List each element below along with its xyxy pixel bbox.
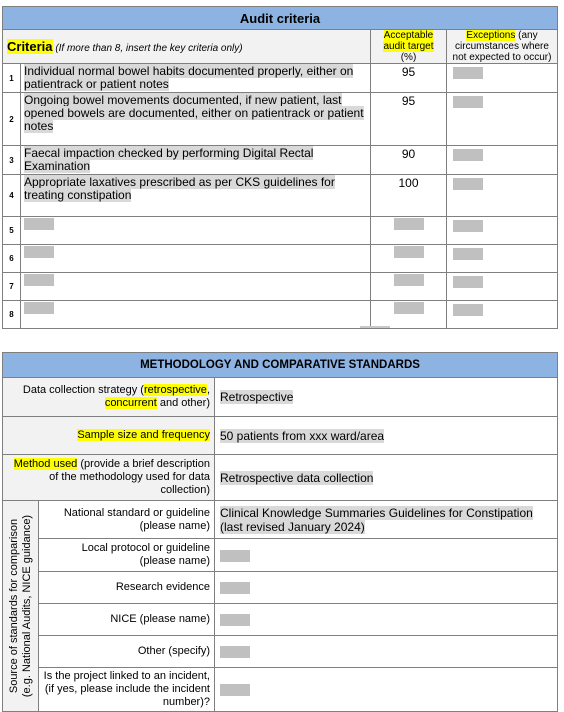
criterion-text[interactable] [21,273,371,301]
table-row: 2 Ongoing bowel movements documented, if new patient, last opened bowels are documented, either on patientrack or patient notes 95 [3,93,558,146]
criterion-target[interactable]: 90 [371,146,447,175]
criteria-heading: Criteria [7,39,53,54]
criterion-exception[interactable] [447,175,558,217]
table-row: 1 Individual normal bowel habits documented properly, either on patientrack or patient notes 95 [3,64,558,93]
criterion-exception[interactable] [447,93,558,146]
data-collection-row [3,378,558,417]
criterion-exception[interactable] [447,301,558,329]
sample-size-value[interactable]: 50 patients from xxx ward/area [215,417,558,455]
table-row: 7 [3,273,558,301]
standard-value[interactable] [215,636,558,668]
standard-value[interactable] [215,572,558,604]
criteria-note: (If more than 8, insert the key criteria only) [55,43,243,54]
standard-row [3,539,558,572]
target-header: Acceptable audit target (%) [371,30,447,64]
criterion-text[interactable] [21,301,371,329]
standard-row [3,668,558,712]
standard-value[interactable] [215,539,558,572]
standard-label: National standard or guideline (please name) [39,501,215,539]
criterion-text[interactable]: Faecal impaction checked by performing Digital Rectal Examination [21,146,371,175]
criterion-exception[interactable] [447,146,558,175]
audit-criteria-table [2,6,558,329]
standard-label: Local protocol or guideline (please name) [39,539,215,572]
method-row [3,455,558,501]
criterion-target[interactable] [371,245,447,273]
criterion-text[interactable]: Appropriate laxatives prescribed as per CKS guidelines for treating constipation [21,175,371,217]
standard-label: Is the project linked to an incident, (if yes, please include the incident number)? [39,668,215,712]
standard-value[interactable] [215,668,558,712]
criterion-text[interactable]: Individual normal bowel habits documented properly, either on patientrack or patient notes [21,64,371,93]
sample-size-row [3,417,558,455]
criterion-target[interactable] [371,273,447,301]
standards-side-label: Source of standards for comparison (e.g. National Audits, NICE guidance) [3,501,39,712]
audit-criteria-title: Audit criteria [3,7,558,30]
methodology-title: METHODOLOGY AND COMPARATIVE STANDARDS [3,353,558,378]
standard-value[interactable]: Clinical Knowledge Summaries Guidelines for Constipation (last revised January 2024) [215,501,558,539]
criterion-text[interactable] [21,245,371,273]
standard-label: Research evidence [39,572,215,604]
sample-size-label: Sample size and frequency [3,417,215,455]
criterion-text[interactable]: Ongoing bowel movements documented, if new patient, last opened bowels are documented, either on patientrack or patient notes [21,93,371,146]
criterion-target[interactable] [371,217,447,245]
method-value[interactable]: Retrospective data collection [215,455,558,501]
table-row: 4 Appropriate laxatives prescribed as per CKS guidelines for treating constipation 100 [3,175,558,217]
audit-header-row [3,30,558,64]
standard-row [3,501,558,539]
criterion-exception[interactable] [447,273,558,301]
criterion-text[interactable] [21,217,371,245]
standard-label: NICE (please name) [39,604,215,636]
methodology-table [2,352,558,712]
standard-value[interactable] [215,604,558,636]
table-row: 5 [3,217,558,245]
data-collection-value[interactable]: Retrospective [215,378,558,417]
standard-row [3,636,558,668]
stray-mark [360,326,390,328]
criteria-header [3,30,371,64]
criterion-exception[interactable] [447,217,558,245]
criterion-exception[interactable] [447,64,558,93]
standard-row [3,604,558,636]
criterion-exception[interactable] [447,245,558,273]
table-row: 6 [3,245,558,273]
standard-label: Other (specify) [39,636,215,668]
criterion-target[interactable]: 95 [371,93,447,146]
method-label: Method used (provide a brief description of the methodology used for data collection) [3,455,215,501]
table-row: 3 Faecal impaction checked by performing Digital Rectal Examination 90 [3,146,558,175]
table-row: 8 [3,301,558,329]
standard-row [3,572,558,604]
exceptions-header: Exceptions (any circumstances where not expected to occur) [447,30,558,64]
criterion-target[interactable]: 100 [371,175,447,217]
criterion-target[interactable] [371,301,447,329]
data-collection-label: Data collection strategy (retrospective, concurrent and other) [3,378,215,417]
criterion-target[interactable]: 95 [371,64,447,93]
